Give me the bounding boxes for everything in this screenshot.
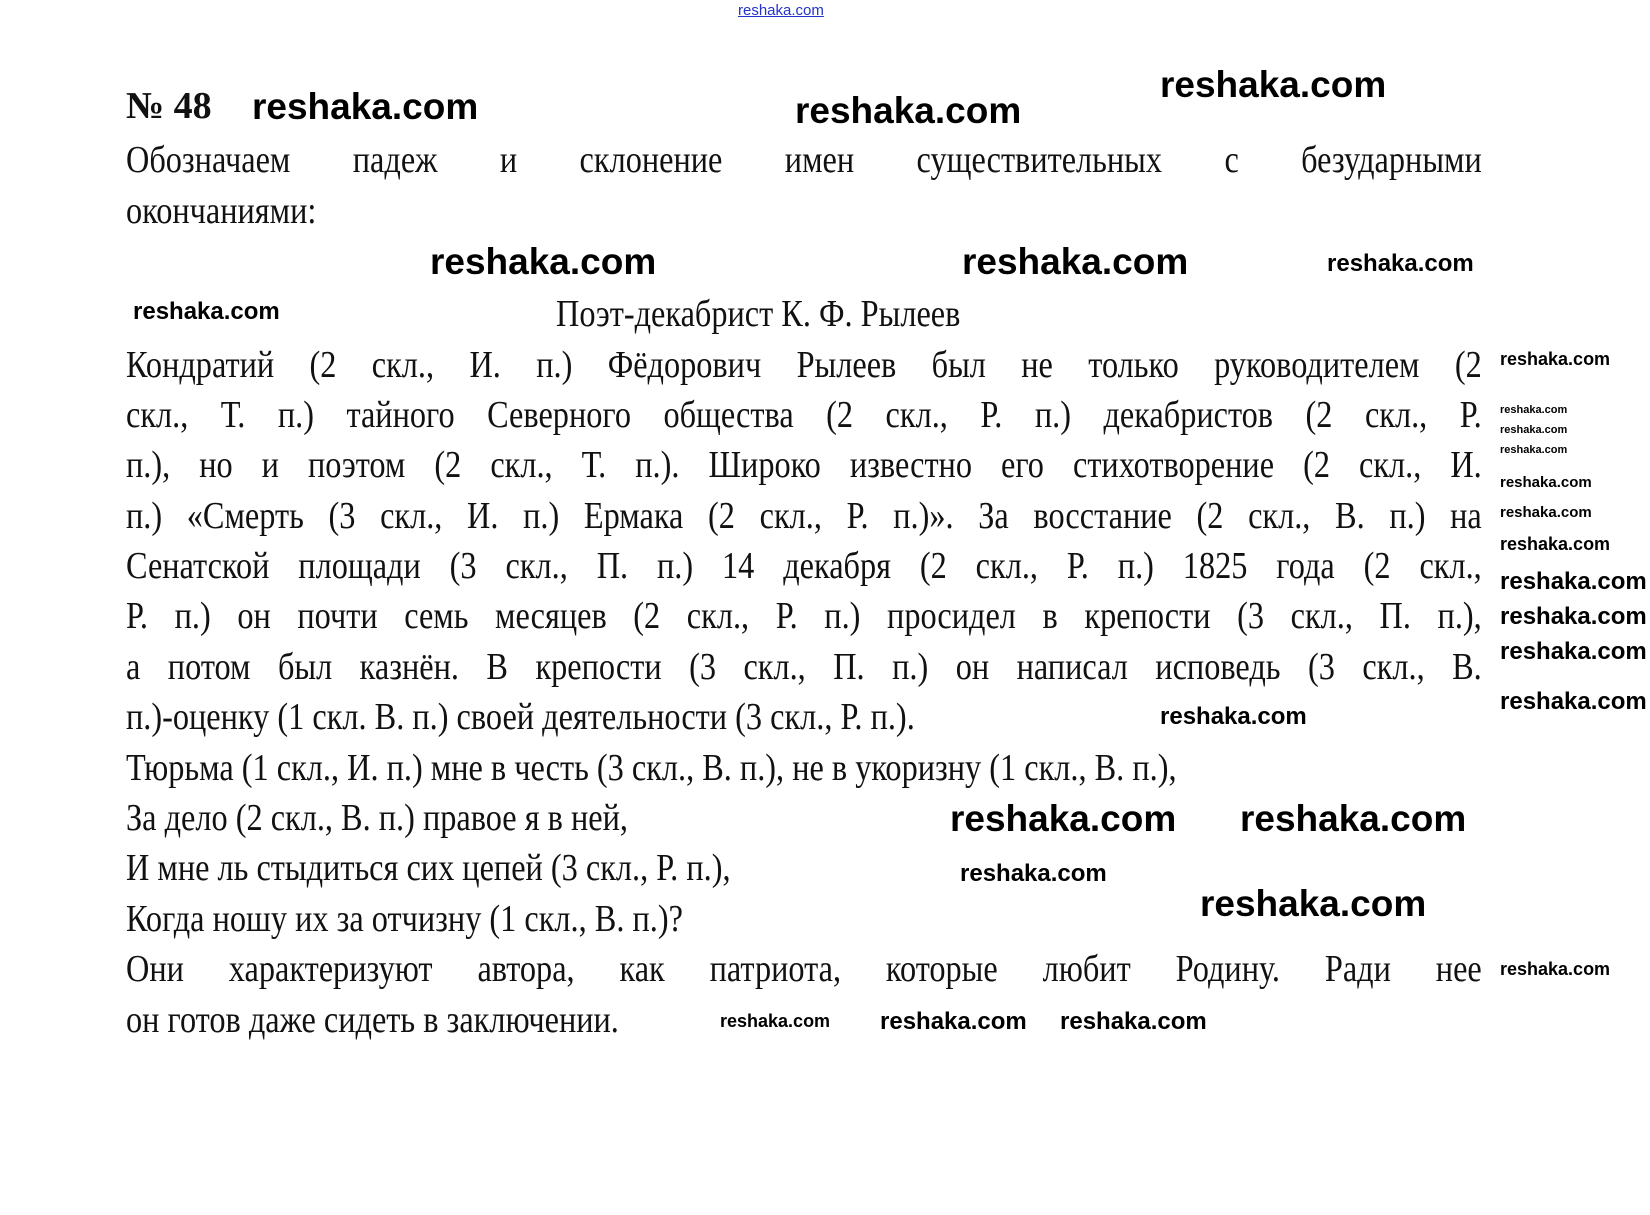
- watermark: reshaka.com: [1160, 64, 1387, 105]
- watermark: reshaka.com: [133, 298, 280, 325]
- watermark: reshaka.com: [1500, 959, 1611, 979]
- watermark: reshaka.com: [962, 241, 1189, 282]
- text-title: Поэт-декабрист К. Ф. Рылеев: [556, 293, 961, 335]
- watermark: reshaka.com: [1060, 1008, 1207, 1035]
- watermark: reshaka.com: [1327, 250, 1474, 277]
- watermark: reshaka.com: [1500, 688, 1647, 715]
- watermark: reshaka.com: [1500, 568, 1647, 595]
- task-number: № 48: [126, 85, 212, 127]
- watermark: reshaka.com: [795, 90, 1022, 131]
- body-line: п.), но и поэтом (2 скл., Т. п.). Широко известно его стихотворение (2 скл., И.: [126, 444, 1482, 486]
- watermark: reshaka.com: [1500, 534, 1611, 554]
- watermark: reshaka.com: [1160, 703, 1307, 730]
- intro-line: Обозначаем падеж и склонение имен существительных с безударными: [126, 139, 1482, 181]
- body-line: Они характеризуют автора, как патриота, которые любит Родину. Ради нее: [126, 948, 1482, 990]
- watermark: reshaka.com: [430, 241, 657, 282]
- watermark: reshaka.com: [1200, 883, 1427, 924]
- watermark: reshaka.com: [1500, 638, 1647, 665]
- top-site-link[interactable]: reshaka.com: [738, 2, 824, 19]
- body-line: а потом был казнён. В крепости (3 скл., П. п.) он написал исповедь (3 скл., В.: [126, 646, 1482, 688]
- watermark: reshaka.com: [1500, 444, 1568, 456]
- watermark: reshaka.com: [1500, 404, 1568, 416]
- body-line: Кондратий (2 скл., И. п.) Фёдорович Рылеев был не только руководителем (2: [126, 344, 1482, 386]
- poem-line: Когда ношу их за отчизну (1 скл., В. п.)?: [126, 898, 683, 940]
- body-line: Р. п.) он почти семь месяцев (2 скл., Р. п.) просидел в крепости (3 скл., П. п.),: [126, 595, 1482, 637]
- watermark: reshaka.com: [1240, 798, 1467, 839]
- body-line: он готов даже сидеть в заключении.: [126, 999, 619, 1041]
- watermark: reshaka.com: [960, 860, 1107, 887]
- poem-line: Тюрьма (1 скл., И. п.) мне в честь (3 скл., В. п.), не в укоризну (1 скл., В. п.),: [126, 747, 1177, 789]
- watermark: reshaka.com: [1500, 349, 1611, 369]
- poem-line: И мне ль стыдиться сих цепей (3 скл., Р. п.),: [126, 847, 731, 889]
- watermark: reshaka.com: [1500, 603, 1647, 630]
- body-line: Сенатской площади (3 скл., П. п.) 14 декабря (2 скл., Р. п.) 1825 года (2 скл.,: [126, 545, 1482, 587]
- poem-line: За дело (2 скл., В. п.) правое я в ней,: [126, 797, 628, 839]
- body-line: п.)-оценку (1 скл. В. п.) своей деятельности (3 скл., Р. п.).: [126, 696, 915, 738]
- watermark: reshaka.com: [1500, 504, 1592, 521]
- watermark: reshaka.com: [720, 1011, 831, 1031]
- body-line: п.) «Смерть (3 скл., И. п.) Ермака (2 скл., Р. п.)». За восстание (2 скл., В. п.) на: [126, 495, 1482, 537]
- watermark: reshaka.com: [880, 1008, 1027, 1035]
- watermark: reshaka.com: [950, 798, 1177, 839]
- intro-line: окончаниями:: [126, 190, 317, 232]
- watermark: reshaka.com: [1500, 424, 1568, 436]
- watermark: reshaka.com: [252, 86, 479, 127]
- watermark: reshaka.com: [1500, 474, 1592, 491]
- body-line: скл., Т. п.) тайного Северного общества (2 скл., Р. п.) декабристов (2 скл., Р.: [126, 394, 1482, 436]
